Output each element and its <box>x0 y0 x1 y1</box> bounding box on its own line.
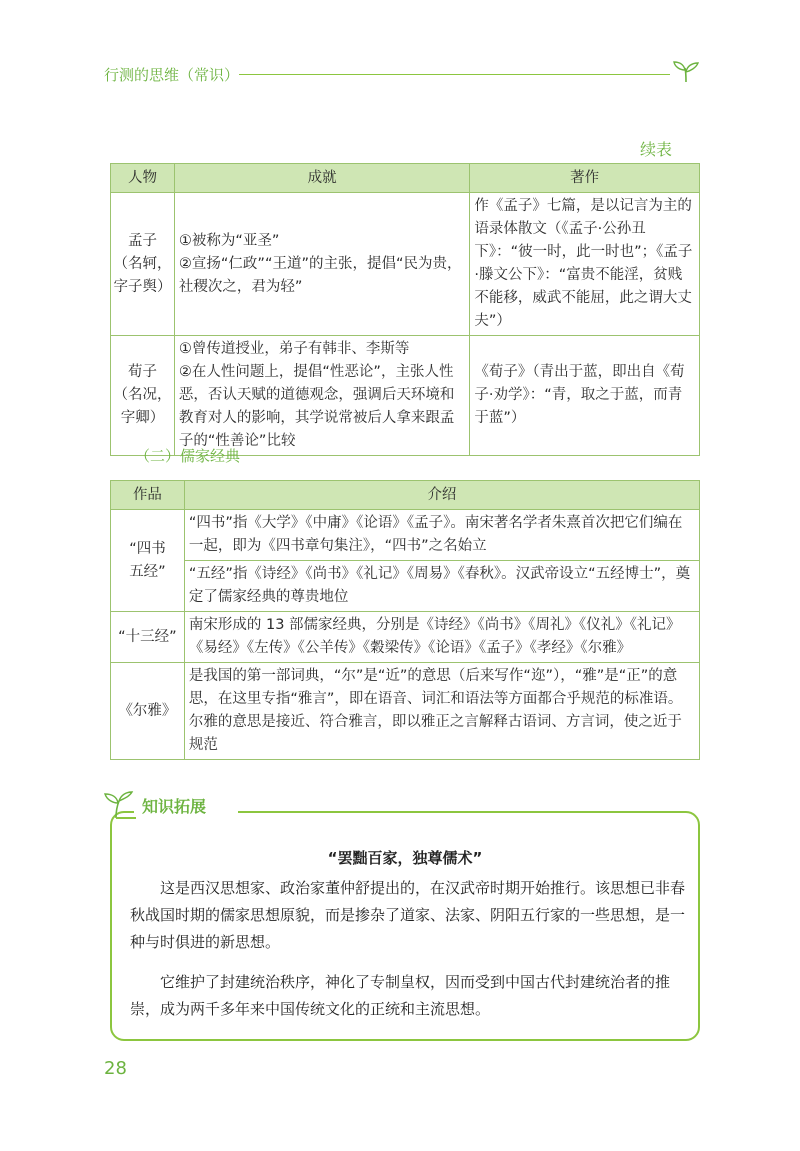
table-row <box>111 336 700 456</box>
person-line: （名况， <box>113 387 172 403</box>
column-header: 作品 <box>111 481 185 510</box>
achievement-item: ②宣扬“仁政”“王道”的主张，提倡“民为贵，社稷次之，君为轻” <box>178 255 462 295</box>
column-header: 成就 <box>174 164 469 193</box>
intro-cell: 是我国的第一部词典，“尔”是“近”的意思（后来写作“迩”），“雅”是“正”的意思，在这里专指“雅言”，即在语音、词汇和语法等方面都合乎规范的标准语。尔雅的意思是接近、符合雅言，即以雅正之言解释古语词、方言词，使之近于规范 <box>184 663 699 760</box>
table-row <box>111 663 700 760</box>
achievement-item: ①被称为“亚圣” <box>178 232 280 249</box>
work-cell <box>111 612 185 663</box>
knowledge-paragraph: 这是西汉思想家、政治家董仲舒提出的，在汉武帝时期开始推行。该思想已非春秋战国时期的儒家思想原貌，而是掺杂了道家、法家、阴阳五行家的一些思想，是一种与时俱进的新思想。 <box>130 879 686 951</box>
table-row <box>111 193 700 336</box>
sprout-icon <box>670 60 702 84</box>
knowledge-label: 知识拓展 <box>142 797 207 816</box>
persons-table <box>110 163 700 456</box>
person-line: 字卿） <box>120 410 165 426</box>
knowledge-paragraph: 它维护了封建统治秩序，神化了专制皇权，因而受到中国古代封建统治者的推崇，成为两千多年来中国传统文化的正统和主流思想。 <box>130 973 671 1018</box>
work-line: “四书 <box>129 540 166 557</box>
work-line: “十三经” <box>118 628 177 645</box>
column-header: 介绍 <box>184 481 699 510</box>
works-cell: 作《孟子》七篇，是以记言为主的语录体散文（《孟子·公孙丑下》：“彼一时，此一时也”；《孟子·滕文公下》：“富贵不能淫，贫贱不能移，威武不能屈，此之谓大丈夫”） <box>470 193 700 336</box>
page-number: 28 <box>104 1058 127 1079</box>
work-cell <box>111 510 185 612</box>
column-header: 著作 <box>470 164 700 193</box>
classics-table <box>110 480 700 760</box>
table-row <box>111 561 700 612</box>
works-cell: 《荀子》（青出于蓝，即出自《荀子·劝学》：“青，取之于蓝，而青于蓝”） <box>470 336 700 456</box>
person-cell <box>111 336 175 456</box>
sprout-icon <box>102 790 138 820</box>
section-title: （二）儒家经典 <box>135 447 241 465</box>
knowledge-title: “罢黜百家，独尊儒术” <box>327 849 483 867</box>
continued-label: 续表 <box>640 140 673 159</box>
table-row <box>111 612 700 663</box>
intro-cell: 南宋形成的 13 部儒家经典，分别是《诗经》《尚书》《周礼》《仪礼》《礼记》《易经》《左传》《公羊传》《穀梁传》《论语》《孟子》《孝经》《尔雅》 <box>184 612 699 663</box>
running-header <box>104 60 704 90</box>
person-line: （名轲， <box>113 255 172 272</box>
intro-cell: “四书”指《大学》《中庸》《论语》《孟子》。南宋著名学者朱熹首次把它们编在一起，即为《四书章句集注》，“四书”之名始立 <box>184 510 699 561</box>
knowledge-header <box>102 790 700 820</box>
table-header-row <box>111 164 700 193</box>
achievement-cell <box>174 193 469 336</box>
person-cell <box>111 193 175 336</box>
work-cell <box>111 663 185 760</box>
achievement-item: ①曾传道授业，弟子有韩非、李斯等 <box>178 341 410 357</box>
person-line: 孟子 <box>127 232 157 249</box>
achievement-item: ②在人性问题上，提倡“性恶论”，主张人性恶，否认天赋的道德观念，强调后天环境和教育对人的影响，其学说常被后人拿来跟孟子的“性善论”比较 <box>178 364 455 449</box>
person-line: 荀子 <box>127 364 157 380</box>
table-row <box>111 510 700 561</box>
person-line: 字子舆） <box>113 278 172 295</box>
work-line: 五经” <box>129 563 166 580</box>
work-line: 《尔雅》 <box>118 702 177 719</box>
header-rule <box>239 74 670 75</box>
intro-cell: “五经”指《诗经》《尚书》《礼记》《周易》《春秋》。汉武帝设立“五经博士”，奠定了儒家经典的尊贵地位 <box>184 561 699 612</box>
table-header-row <box>111 481 700 510</box>
achievement-cell <box>174 336 469 456</box>
header-title: 行测的思维（常识） <box>104 66 240 84</box>
column-header: 人物 <box>111 164 175 193</box>
